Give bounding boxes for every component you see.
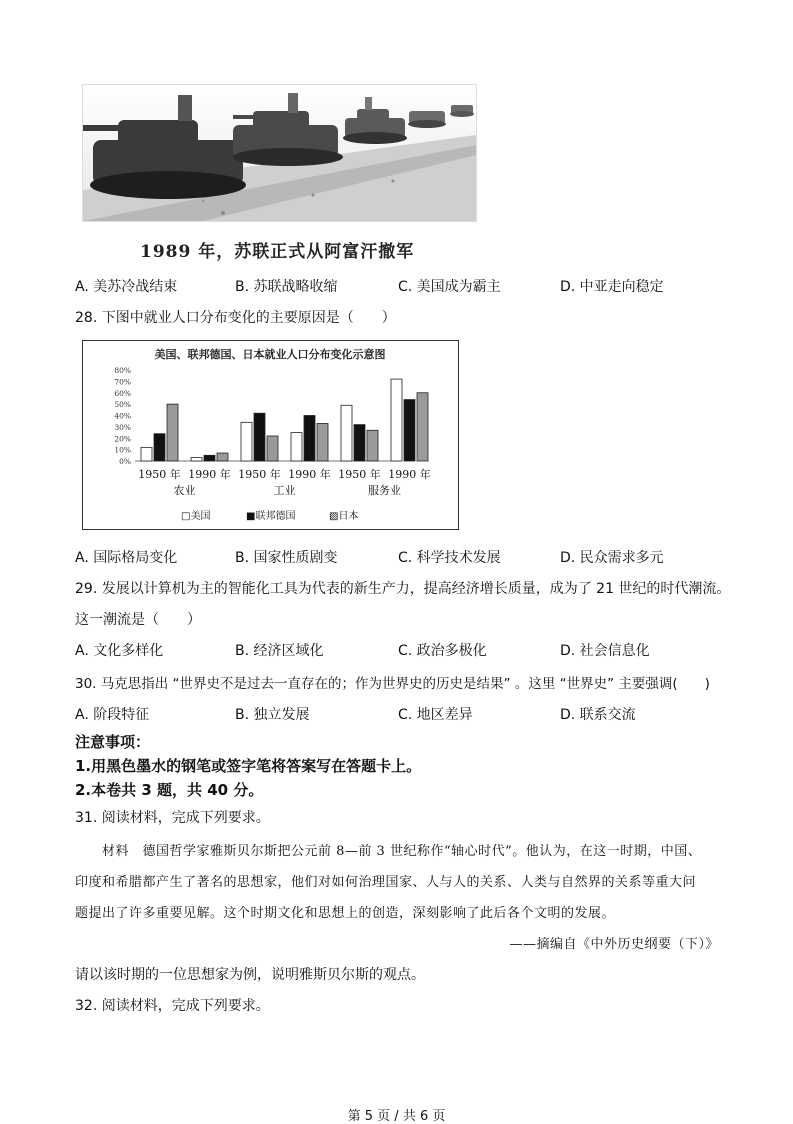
x-category-label: 1950 年 <box>338 468 381 481</box>
bar-japan <box>167 404 178 461</box>
q31-material-line1: 材料 德国哲学家雅斯贝尔斯把公元前 8—前 3 世纪称作“轴心时代”。他认为，在这一时期，中国、 <box>102 844 702 859</box>
x-group-label: 工业 <box>273 484 296 497</box>
x-group-label: 服务业 <box>368 484 401 497</box>
bar-usa <box>341 405 352 461</box>
bar-usa <box>191 458 202 461</box>
y-tick-label: 10% <box>114 445 131 455</box>
bar-west-germany <box>154 434 165 461</box>
legend-item: ▨日本 <box>329 511 359 522</box>
q29-option-c[interactable]: C. 政治多极化 <box>398 643 487 659</box>
chart-title: 美国、联邦德国、日本就业人口分布变化示意图 <box>154 348 386 361</box>
bar-west-germany <box>354 425 365 461</box>
y-tick-label: 50% <box>114 400 131 410</box>
x-category-label: 1990 年 <box>188 468 231 481</box>
q30-option-c[interactable]: C. 地区差异 <box>398 707 473 723</box>
bar-japan <box>417 393 428 461</box>
q28-option-a[interactable]: A. 国际格局变化 <box>75 550 178 566</box>
q29-option-a[interactable]: A. 文化多样化 <box>75 643 164 659</box>
bar-west-germany <box>304 416 315 462</box>
bar-usa <box>291 433 302 461</box>
bar-usa <box>391 379 402 461</box>
q27-option-d[interactable]: D. 中亚走向稳定 <box>560 279 664 295</box>
x-category-label: 1990 年 <box>388 468 431 481</box>
y-tick-label: 0% <box>119 457 131 466</box>
y-tick-label: 20% <box>114 434 131 444</box>
q30-question: 30. 马克思指出 “世界史不是过去一直存在的；作为世界史的历史是结果” 。这里 “世界史” 主要强调( ) <box>75 676 710 692</box>
q30-option-b[interactable]: B. 独立发展 <box>235 707 310 723</box>
legend-item: □美国 <box>181 511 211 522</box>
q29-question-line1: 29. 发展以计算机为主的智能化工具为代表的新生产力，提高经济增长质量，成为了 21 世纪的时代潮流。 <box>75 581 731 597</box>
q31-task: 请以该时期的一位思想家为例，说明雅斯贝尔斯的观点。 <box>75 967 425 983</box>
notes-item-1: 1.用黑色墨水的钢笔或签字笔将答案写在答题卡上。 <box>75 757 422 775</box>
x-category-label: 1990 年 <box>288 468 331 481</box>
q27-option-b[interactable]: B. 苏联战略收缩 <box>235 279 338 295</box>
tank-withdrawal-photo <box>82 84 477 222</box>
y-tick-label: 70% <box>114 377 131 387</box>
y-tick-label: 60% <box>114 388 131 398</box>
bar-west-germany <box>204 455 215 461</box>
bar-japan <box>217 453 228 461</box>
q28-option-c[interactable]: C. 科学技术发展 <box>398 550 501 566</box>
y-tick-label: 40% <box>114 411 131 421</box>
q29-option-d[interactable]: D. 社会信息化 <box>560 643 650 659</box>
employment-chart-svg <box>83 341 458 529</box>
q27-option-c[interactable]: C. 美国成为霸主 <box>398 279 501 295</box>
q30-option-d[interactable]: D. 联系交流 <box>560 707 636 723</box>
bar-west-germany <box>404 400 415 461</box>
q29-option-b[interactable]: B. 经济区域化 <box>235 643 324 659</box>
bar-japan <box>367 430 378 461</box>
x-category-label: 1950 年 <box>238 468 281 481</box>
employment-chart <box>82 340 459 530</box>
q31-intro: 31. 阅读材料，完成下列要求。 <box>75 810 270 826</box>
bar-japan <box>267 436 278 461</box>
page-number: 第 5 页 / 共 6 页 <box>347 1109 446 1124</box>
q31-source: ——摘编自《中外历史纲要（下）》 <box>509 937 719 952</box>
x-category-label: 1950 年 <box>138 468 181 481</box>
q28-question: 28. 下图中就业人口分布变化的主要原因是（ ） <box>75 310 396 326</box>
tank-photo-illustration <box>83 85 476 221</box>
q27-option-a[interactable]: A. 美苏冷战结束 <box>75 279 178 295</box>
notes-heading: 注意事项： <box>75 733 151 751</box>
x-group-label: 农业 <box>173 484 196 497</box>
q29-question-line2: 这一潮流是（ ） <box>75 612 201 628</box>
bar-west-germany <box>254 413 265 461</box>
y-tick-label: 80% <box>114 366 131 375</box>
q28-option-d[interactable]: D. 民众需求多元 <box>560 550 664 566</box>
notes-item-2: 2.本卷共 3 题，共 40 分。 <box>75 781 264 799</box>
photo-caption: 1989 年，苏联正式从阿富汗撤军 <box>140 242 415 262</box>
q30-option-a[interactable]: A. 阶段特征 <box>75 707 150 723</box>
bar-japan <box>317 423 328 461</box>
q31-material-line2: 印度和希腊都产生了著名的思想家，他们对如何治理国家、人与人的关系、人类与自然界的关系等重大问 <box>75 875 697 890</box>
bar-usa <box>141 447 152 461</box>
legend-item: ■联邦德国 <box>246 511 296 522</box>
q28-option-b[interactable]: B. 国家性质剧变 <box>235 550 338 566</box>
q31-material-line3: 题提出了许多重要见解。这个时期文化和思想上的创造，深刻影响了此后各个文明的发展。 <box>75 906 616 921</box>
y-tick-label: 30% <box>114 422 131 432</box>
bar-usa <box>241 422 252 461</box>
q32-intro: 32. 阅读材料，完成下列要求。 <box>75 998 270 1014</box>
